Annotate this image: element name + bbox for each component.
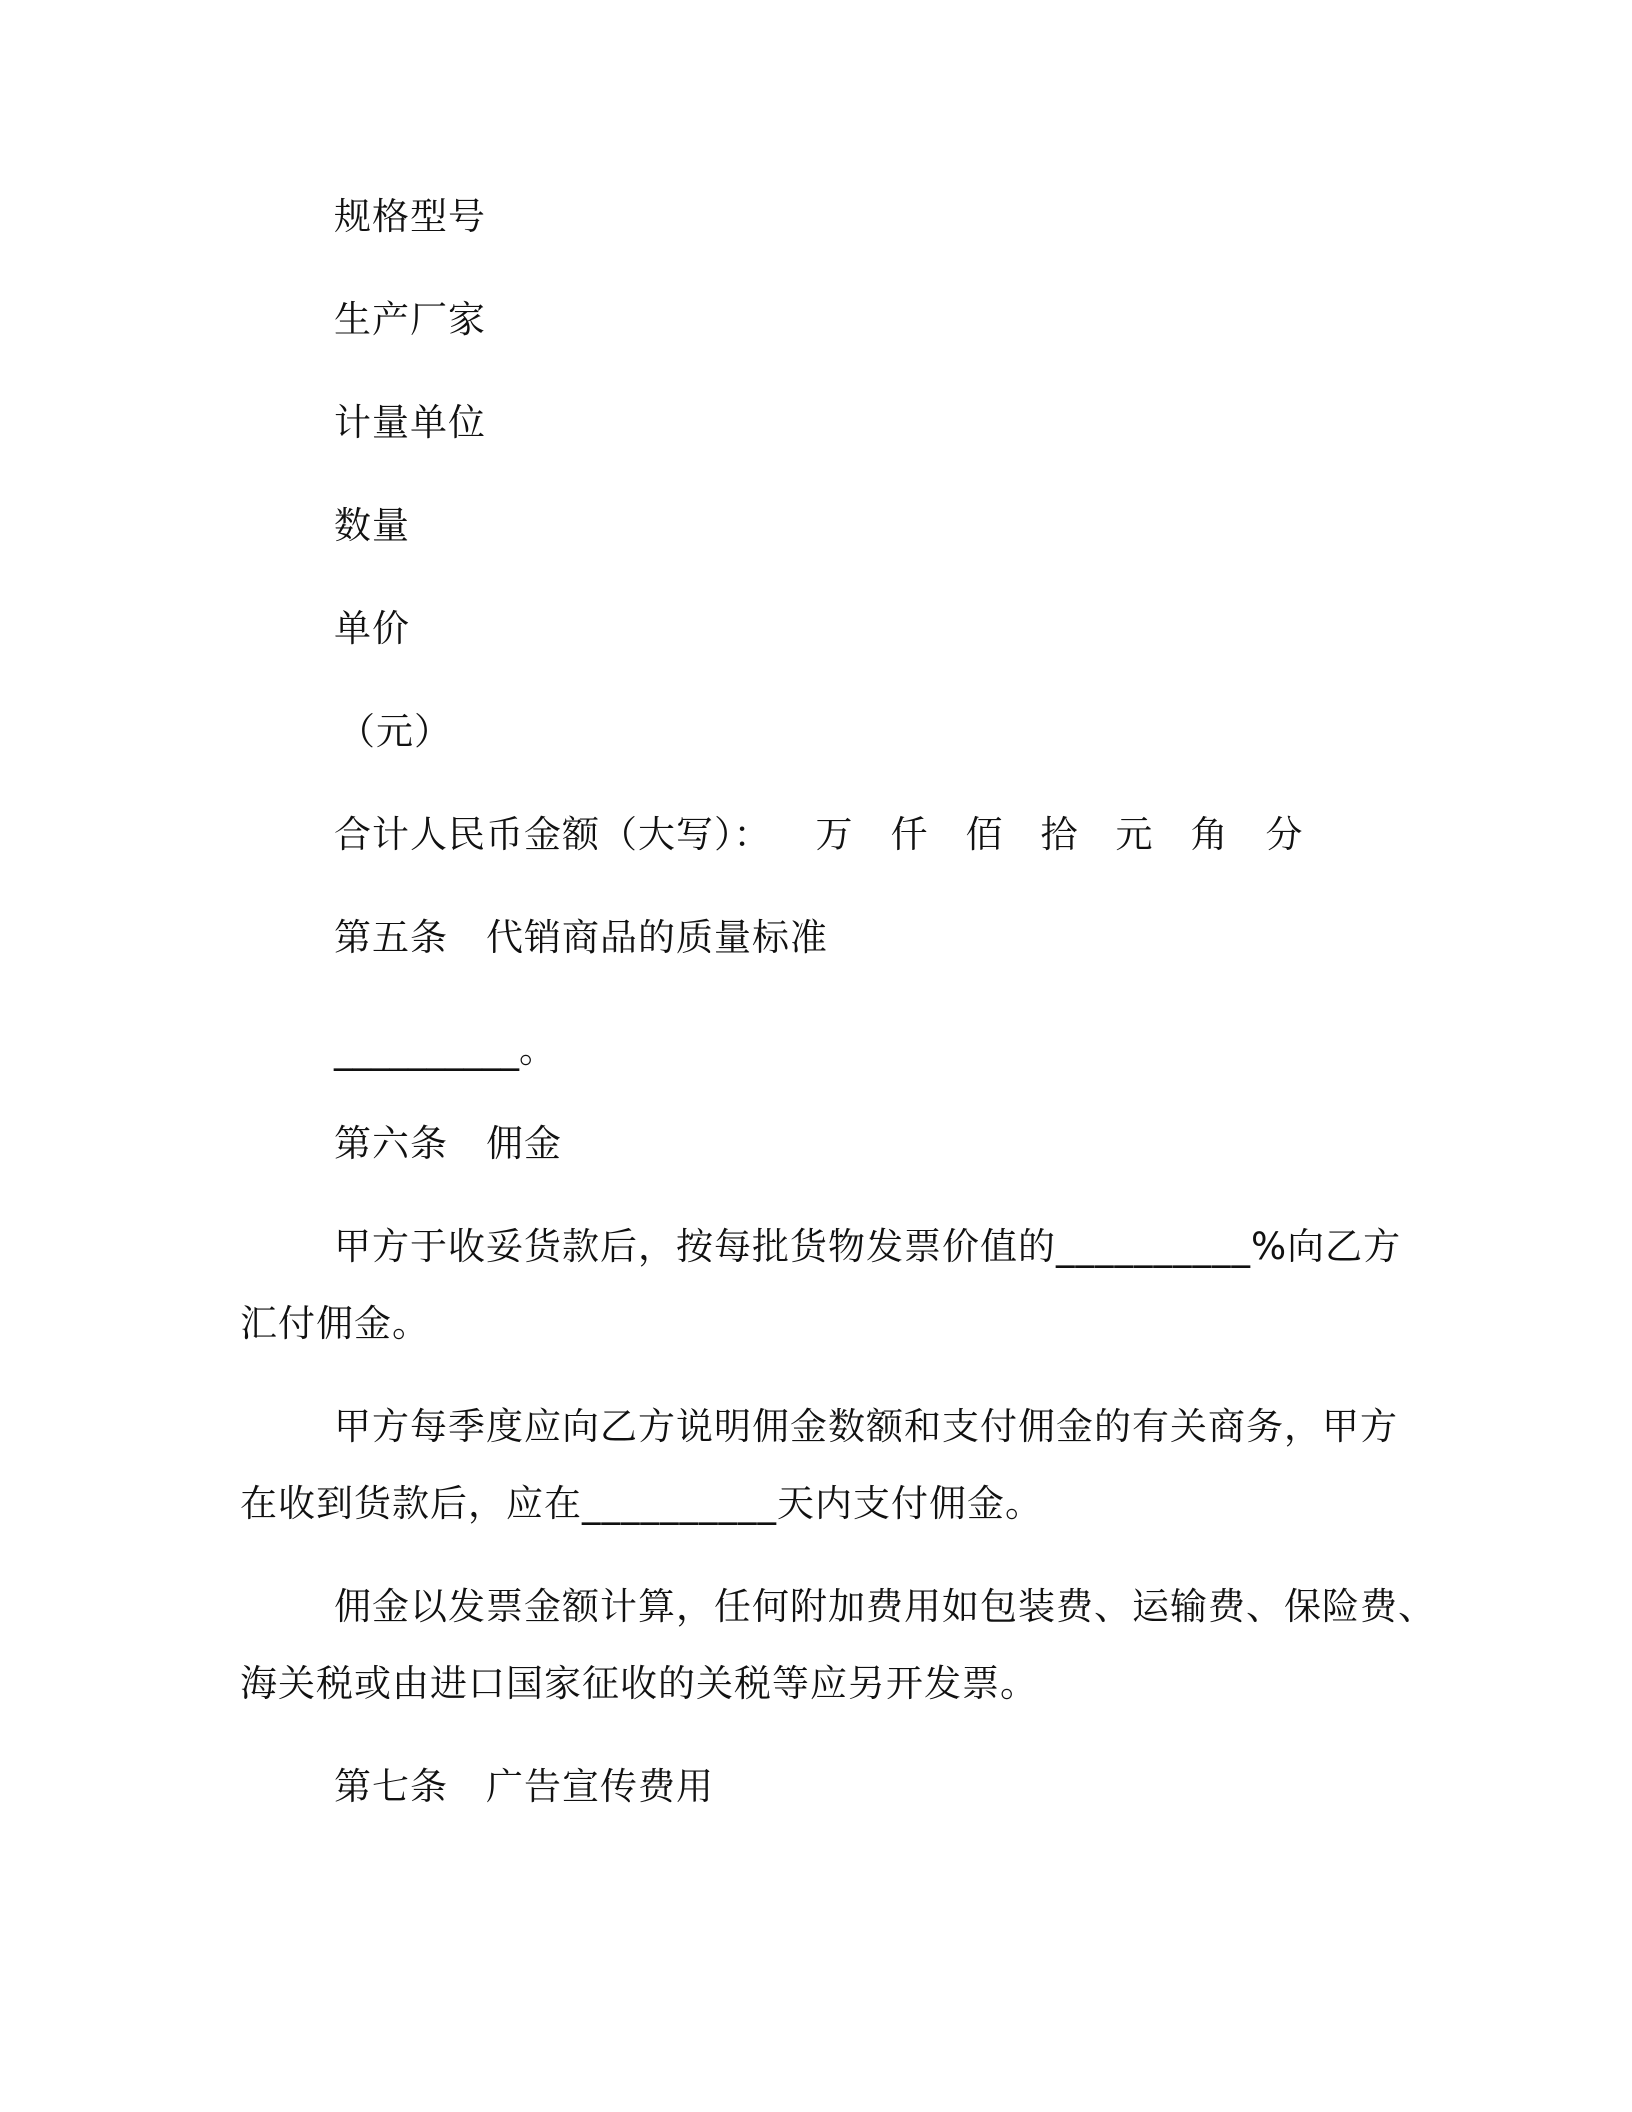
article6-heading: 第六条 佣金 [334,1122,562,1165]
article6-para2-line1: 甲方每季度应向乙方说明佣金数额和支付佣金的有关商务，甲方 [334,1405,1398,1448]
unit-wan: 万 [815,813,854,856]
item-unit-of-measure: 计量单位 [334,401,486,444]
unit-fen: 分 [1265,813,1304,856]
item-currency-yuan: （元） [338,710,452,753]
total-amount-row [334,813,1304,857]
item-unit-price: 单价 [334,607,410,650]
article6-para2-line2: 在收到货款后，应在__________天内支付佣金。 [240,1482,1043,1525]
article6-para1-line1: 甲方于收妥货款后，按每批货物发票价值的__________%向乙方 [334,1225,1402,1268]
article6-para3-line1: 佣金以发票金额计算，任何附加费用如包装费、运输费、保险费、 [334,1585,1436,1628]
article7-heading: 第七条 广告宣传费用 [334,1765,714,1808]
total-amount-label: 合计人民币金额（大写）： [334,813,772,856]
item-spec-model: 规格型号 [334,195,486,238]
item-manufacturer: 生产厂家 [334,298,486,341]
item-quantity: 数量 [334,504,410,547]
article5-blank-line: __________。 [334,1028,556,1071]
unit-yuan: 元 [1115,813,1154,856]
unit-shi: 拾 [1040,813,1079,856]
article6-para3-line2: 海关税或由进口国家征收的关税等应另开发票。 [240,1662,1038,1705]
unit-jiao: 角 [1190,813,1229,856]
unit-qian: 仟 [890,813,929,856]
article6-para1-line2: 汇付佣金。 [240,1302,430,1345]
article5-heading: 第五条 代销商品的质量标准 [334,916,828,959]
unit-bai: 佰 [965,813,1004,856]
